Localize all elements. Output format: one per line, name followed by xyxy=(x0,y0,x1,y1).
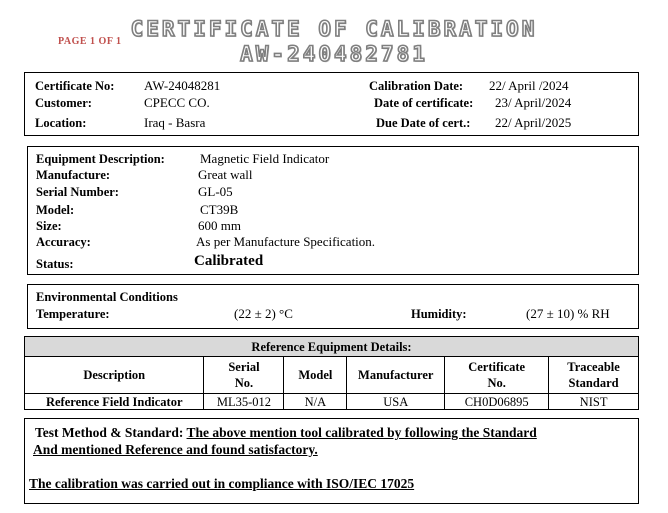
equipment-description-value: Magnetic Field Indicator xyxy=(200,151,330,166)
column-header-serial-no: Serial No. xyxy=(204,357,284,394)
column-header-description: Description xyxy=(25,357,204,394)
size-value: 600 mm xyxy=(198,218,241,233)
reference-description: Reference Field Indicator xyxy=(25,394,204,410)
serial-number-label: Serial Number: xyxy=(36,185,119,199)
calibration-date-label: Calibration Date: xyxy=(369,79,464,93)
temperature-label: Temperature: xyxy=(36,307,110,321)
equipment-description-label: Equipment Description: xyxy=(36,152,165,166)
column-header-certificate-no: Certificate No. xyxy=(445,357,549,394)
accuracy-value: As per Manufacture Specification. xyxy=(196,234,376,249)
table-row xyxy=(25,394,639,410)
test-method-label: Test Method & Standard: xyxy=(35,425,184,440)
reference-manufacturer: USA xyxy=(347,394,445,410)
certificate-title: CERTIFICATE OF CALIBRATION xyxy=(130,17,538,41)
status-label: Status: xyxy=(36,257,74,271)
certificate-no-label: Certificate No: xyxy=(35,79,115,93)
accuracy-label: Accuracy: xyxy=(36,235,91,249)
certificate-info-box xyxy=(24,72,639,136)
humidity-value: (27 ± 10) % RH xyxy=(526,306,610,321)
reference-model: N/A xyxy=(284,394,347,410)
manufacture-label: Manufacture: xyxy=(36,168,111,182)
due-date-label: Due Date of cert.: xyxy=(376,116,471,130)
column-header-model: Model xyxy=(284,357,347,394)
customer-label: Customer: xyxy=(35,96,92,110)
test-method-box xyxy=(24,418,639,504)
environment-box xyxy=(27,284,639,329)
calibration-date-value: 22/ April /2024 xyxy=(489,78,569,93)
status-value: Calibrated xyxy=(194,253,264,269)
environment-heading: Environmental Conditions xyxy=(36,290,178,304)
model-value: CT39B xyxy=(200,202,239,217)
certificate-date-value: 23/ April/2024 xyxy=(495,95,572,110)
test-method-text-2: And mentioned Reference and found satisfactory. xyxy=(33,442,318,457)
test-method-text-1: The above mention tool calibrated by following the Standard xyxy=(186,425,537,440)
reference-serial-no: ML35-012 xyxy=(204,394,284,410)
test-method-line1 xyxy=(35,425,537,441)
reference-equipment-table xyxy=(24,336,639,410)
certificate-no-value: AW-24048281 xyxy=(144,78,221,93)
customer-value: CPECC CO. xyxy=(144,95,210,110)
compliance-statement: The calibration was carried out in compliance with ISO/IEC 17025 xyxy=(29,476,415,491)
temperature-value: (22 ± 2) °C xyxy=(234,306,293,321)
model-label: Model: xyxy=(36,203,75,217)
serial-number-value: GL-05 xyxy=(198,184,233,199)
reference-traceable-standard: NIST xyxy=(549,394,639,410)
location-label: Location: xyxy=(35,116,87,130)
size-label: Size: xyxy=(36,219,62,233)
certificate-date-label: Date of certificate: xyxy=(374,96,474,110)
due-date-value: 22/ April/2025 xyxy=(495,115,572,130)
equipment-box xyxy=(27,146,639,275)
column-header-manufacturer: Manufacturer xyxy=(347,357,445,394)
location-value: Iraq - Basra xyxy=(144,115,206,130)
page-number: PAGE 1 OF 1 xyxy=(58,36,122,47)
certificate-number-title: AW-240482781 xyxy=(240,42,428,66)
humidity-label: Humidity: xyxy=(411,307,467,321)
manufacture-value: Great wall xyxy=(198,167,253,182)
column-header-traceable-standard: Traceable Standard xyxy=(549,357,639,394)
reference-certificate-no: CH0D06895 xyxy=(445,394,549,410)
reference-heading: Reference Equipment Details: xyxy=(25,337,639,357)
